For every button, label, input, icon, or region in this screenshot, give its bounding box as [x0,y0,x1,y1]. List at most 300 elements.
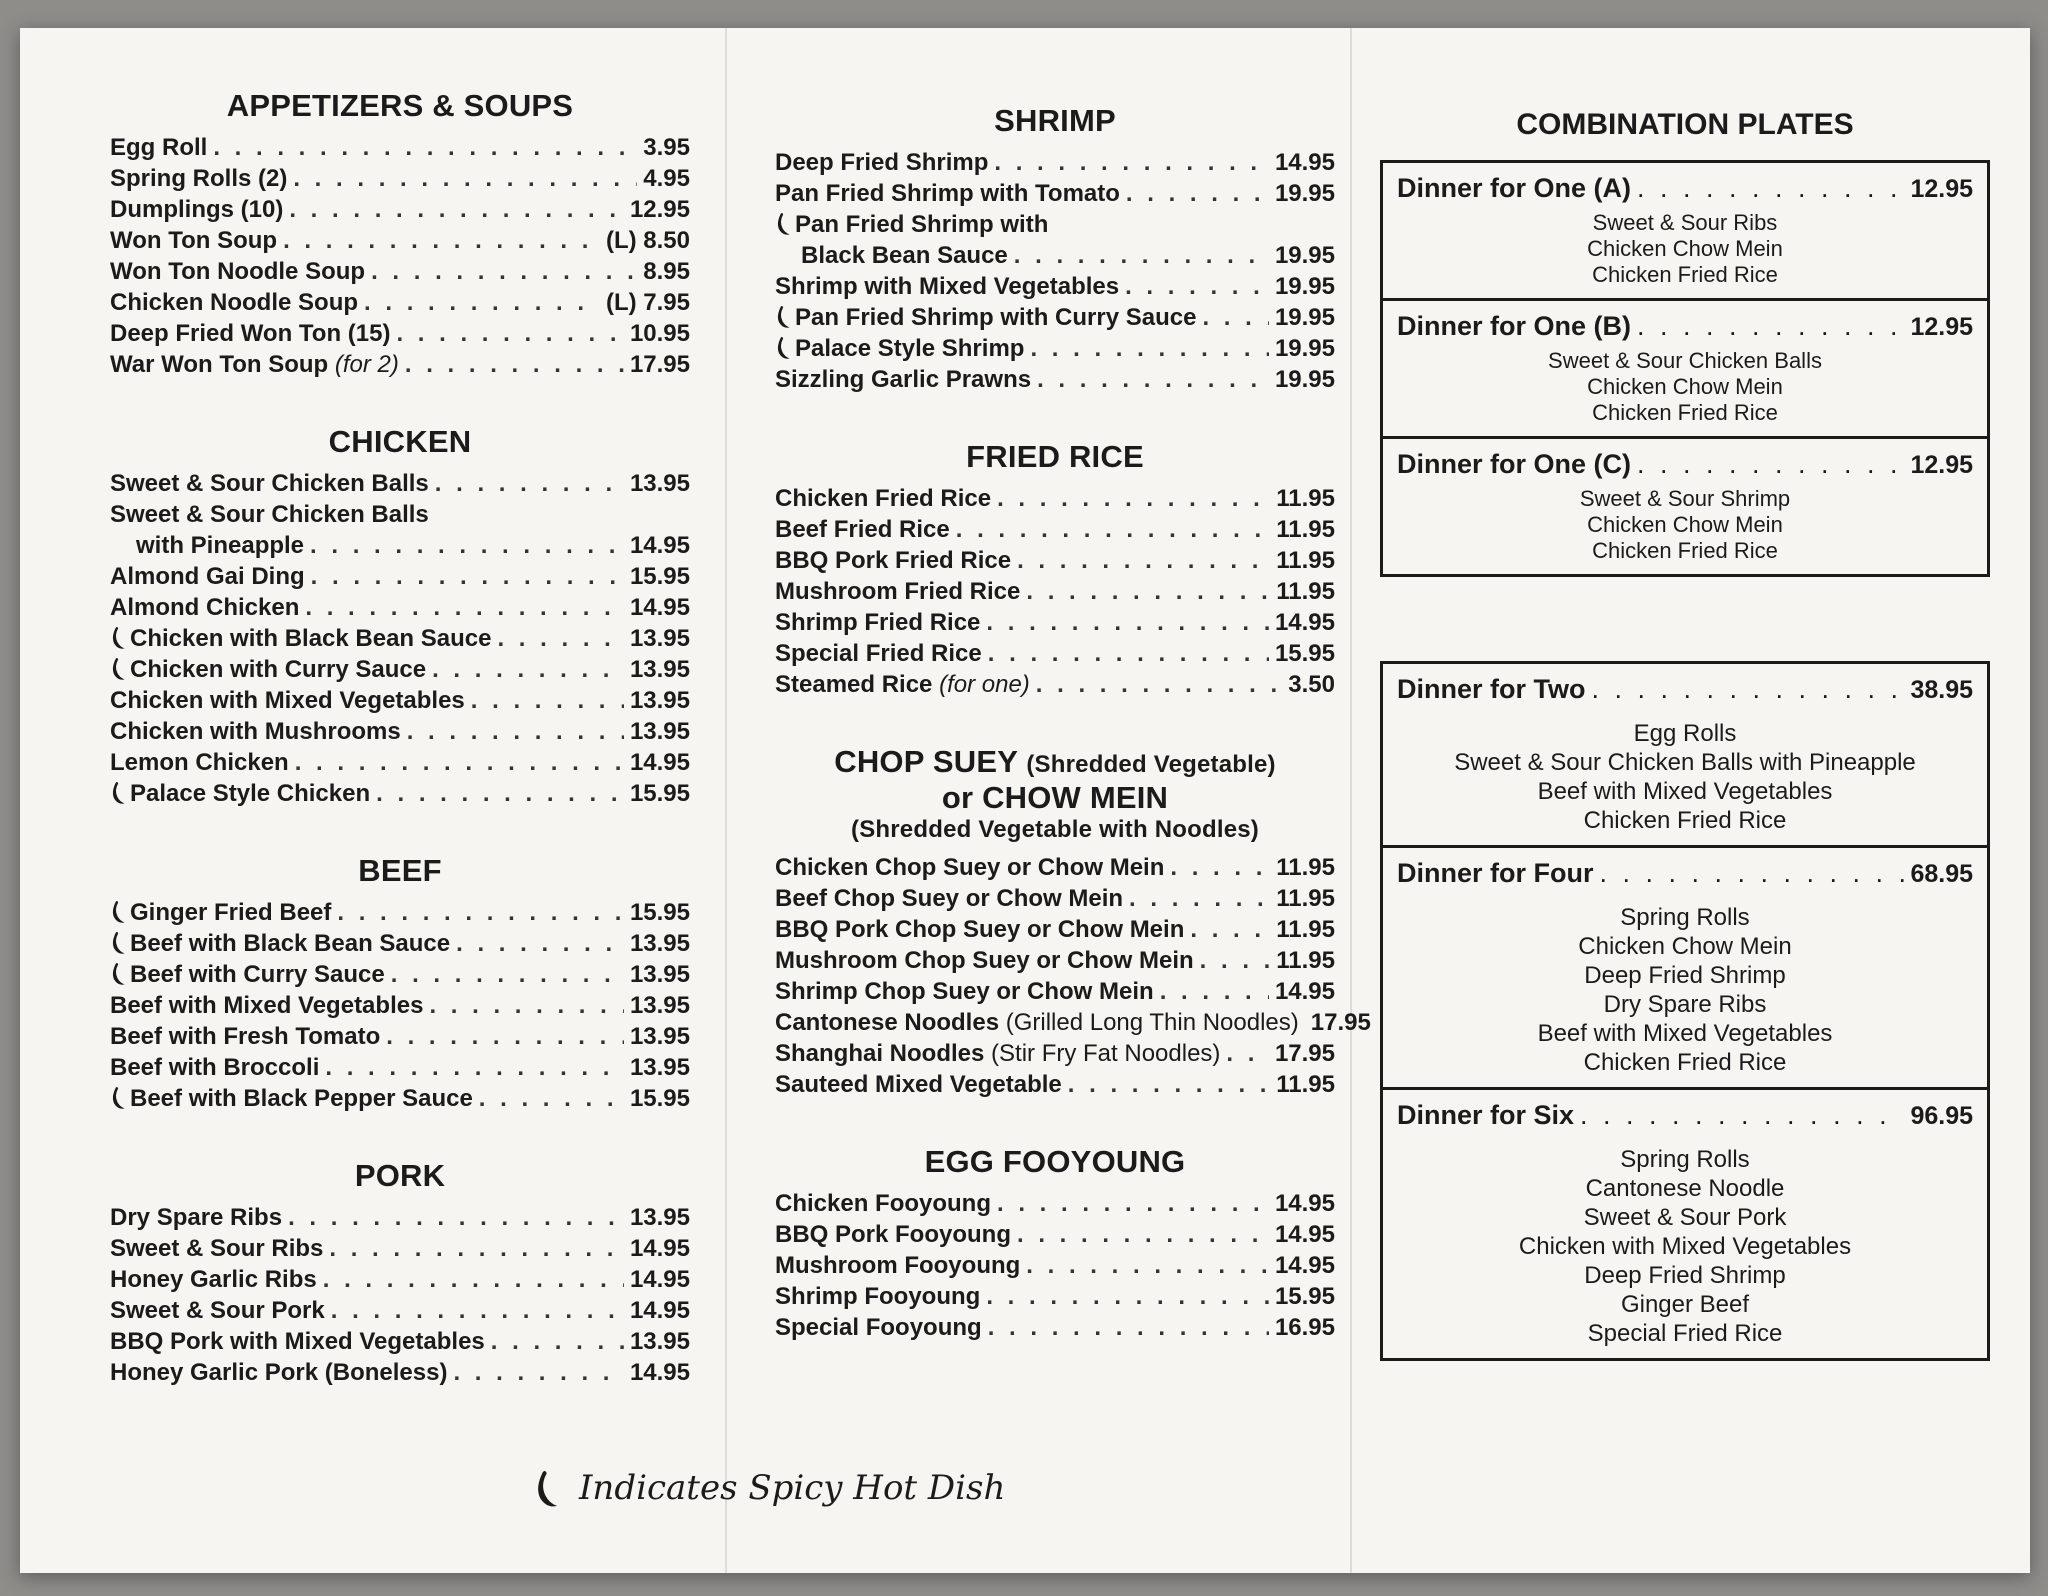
dot-leader [997,1188,1269,1219]
section-title: CHICKEN [328,424,472,459]
item-name [775,1312,982,1343]
plate-content-item: Chicken Chow Mein [1587,236,1783,261]
menu-item [110,778,690,809]
item-name [110,592,299,623]
section-appetizers [110,88,690,380]
title-main: CHOP SUEY [834,744,1018,779]
item-price: 14.95 [629,1359,690,1386]
plate-content-item: Deep Fried Shrimp [1584,1262,1786,1289]
section-pork [110,1158,690,1388]
item-name-text: Shrimp Fried Rice [775,609,981,636]
item-price: 14.95 [629,1235,690,1262]
item-name-text: Pan Fried Shrimp with Tomato [775,180,1120,207]
item-price: 13.95 [629,1054,690,1081]
item-price: 14.95 [1274,978,1335,1005]
item-name-text: Pan Fried Shrimp with [795,211,1049,238]
item-name-text: Sweet & Sour Ribs [110,1235,324,1262]
item-price: 13.95 [629,656,690,683]
item-name-text: War Won Ton Soup [110,351,329,378]
plate-content-item: Chicken Fried Rice [1583,807,1787,834]
dot-leader [386,1021,624,1052]
item-price: 15.95 [629,563,690,590]
item-name [110,654,426,685]
item-price: 13.95 [629,1204,690,1231]
menu-item [110,499,690,530]
section-shrimp [775,103,1335,395]
item-price: 14.95 [629,1266,690,1293]
item-name-text: Dry Spare Ribs [110,1204,283,1231]
dot-leader [325,1052,624,1083]
dot-leader [1637,311,1904,342]
dot-leader [213,132,637,163]
dot-leader [1190,914,1270,945]
plate-content-item: Chicken Chow Mein [1578,933,1792,960]
menu-item [775,545,1335,576]
combo-box-family [1380,661,1990,1361]
menu-item [775,945,1335,976]
item-name [110,256,365,287]
item-name-text: Mushroom Chop Suey or Chow Mein [775,947,1194,974]
menu-item [775,1038,1335,1069]
plate-header [1397,311,1973,342]
dot-leader [986,1281,1269,1312]
menu-item [775,209,1335,240]
dot-leader [329,1233,624,1264]
item-name-text: Palace Style Shrimp [795,335,1025,362]
item-list [110,1202,690,1388]
item-name-continued: Black Bean Sauce [801,242,1008,269]
section-title: EGG FOOYOUNG [924,1144,1186,1179]
item-list [110,132,690,380]
dot-leader [1129,883,1270,914]
section-title: SHRIMP [994,103,1116,138]
section-title: PORK [354,1158,446,1193]
item-name-text: Steamed Rice [775,671,933,698]
plate-content-item: Sweet & Sour Chicken Balls [1548,348,1822,373]
plate-name: Dinner for One (A) [1397,173,1631,203]
item-name-text: Chicken with Curry Sauce [130,656,427,683]
item-name-text: Beef with Broccoli [110,1054,320,1081]
item-name [110,1233,323,1264]
spicy-legend [535,1468,1005,1509]
item-name [110,1021,380,1052]
dot-leader [435,468,624,499]
plate-price: 12.95 [1910,313,1973,341]
item-name [110,623,491,654]
item-price: 14.95 [1274,1190,1335,1217]
item-price: 15.95 [1274,640,1335,667]
plate-content-item: Chicken Fried Rice [1583,1049,1787,1076]
item-price: 13.95 [629,961,690,988]
item-price: 11.95 [1276,547,1335,574]
fold-line-right [1350,28,1352,1573]
plate-name: Dinner for One (C) [1397,449,1631,479]
item-price: 10.95 [629,320,690,347]
menu-item [110,1202,690,1233]
menu-item [775,271,1335,302]
item-name [775,333,1024,364]
dot-leader [1226,1038,1269,1069]
menu-item [775,1069,1335,1100]
item-name-text: Almond Chicken [110,594,300,621]
item-list [775,852,1371,1100]
plate-header [1397,1100,1973,1131]
menu-item [110,225,690,256]
title-or: or CHOW MEIN [941,780,1169,815]
plate-price: 12.95 [1910,451,1973,479]
title-sub: (Shredded Vegetable) [1026,751,1276,778]
item-name [775,1069,1062,1100]
item-note: (for one) [939,671,1030,698]
item-name [775,976,1154,1007]
plate-content-item: Sweet & Sour Chicken Balls with Pineapple [1454,749,1916,776]
item-name-text: Cantonese Noodles [775,1009,1000,1036]
item-price: 19.95 [1274,273,1335,300]
plate-header [1397,858,1973,889]
plate-contents [1397,486,1973,564]
item-name-text: Beef Chop Suey or Chow Mein [775,885,1124,912]
plate-contents [1397,210,1973,288]
combo-plate [1383,848,1987,1090]
item-name-text: Egg Roll [110,134,208,161]
item-price: 14.95 [629,532,690,559]
item-name-text: Chicken Fooyoung [775,1190,991,1217]
menu-item [110,685,690,716]
dot-leader [371,256,637,287]
combo-plate [1383,301,1987,439]
plate-header [1397,449,1973,480]
item-name [775,607,980,638]
section-title: FRIED RICE [966,439,1144,474]
item-price: 14.95 [629,594,690,621]
dot-leader [305,592,624,623]
item-name [110,685,465,716]
plate-content-item: Dry Spare Ribs [1603,991,1767,1018]
dot-leader [1600,858,1905,889]
plate-content-item: Special Fried Rice [1587,1320,1783,1347]
menu-item [775,1281,1335,1312]
item-name [110,1202,282,1233]
menu-item [110,747,690,778]
item-name-text: Deep Fried Shrimp [775,149,989,176]
menu-item [775,240,1335,271]
menu-item [110,990,690,1021]
combo-box-singles [1380,160,1990,577]
item-name [775,669,1030,700]
item-price: 15.95 [1274,1283,1335,1310]
menu-item [110,163,690,194]
item-name-text: BBQ Pork Chop Suey or Chow Mein [775,916,1185,943]
menu-item [775,638,1335,669]
plate-content-item: Sweet & Sour Ribs [1592,210,1778,235]
item-name [775,271,1119,302]
item-name-text: Sizzling Garlic Prawns [775,366,1032,393]
plate-content-item: Spring Rolls [1620,904,1750,931]
dot-leader [988,1312,1269,1343]
menu-item [775,483,1335,514]
dot-leader [456,928,624,959]
item-name [110,897,331,928]
section-title: APPETIZERS & SOUPS [226,88,574,123]
menu-item [110,1326,690,1357]
dot-leader [453,1357,623,1388]
chili-pepper-icon [775,336,793,360]
section-chicken [110,424,690,809]
item-price: 13.95 [629,930,690,957]
dot-leader [288,1202,624,1233]
item-name [775,1219,1011,1250]
dot-leader [497,623,623,654]
item-name [775,302,1196,333]
section-beef [110,853,690,1114]
item-name [110,287,358,318]
dot-leader [364,287,600,318]
menu-item [775,178,1335,209]
menu-item [775,852,1335,883]
menu-item [775,607,1335,638]
item-name-text: Sweet & Sour Pork [110,1297,325,1324]
item-name-text: Shanghai Noodles [775,1040,985,1067]
section-chop-suey [775,744,1371,1100]
item-name [110,194,283,225]
menu-item [110,1233,690,1264]
item-price: 14.95 [629,1297,690,1324]
item-name [110,1326,485,1357]
item-name-text: BBQ Pork with Mixed Vegetables [110,1328,485,1355]
plate-content-item: Cantonese Noodle [1585,1175,1785,1202]
item-price: 13.95 [629,687,690,714]
item-price: 17.95 [1274,1040,1335,1067]
item-name [775,576,1020,607]
menu-item [110,1264,690,1295]
item-name-text: Beef with Black Pepper Sauce [130,1085,473,1112]
item-name-text: Almond Gai Ding [110,563,305,590]
item-list [110,468,690,809]
menu-item [110,530,690,561]
item-name [110,318,390,349]
menu-item [110,1357,690,1388]
item-name-text: Beef with Mixed Vegetables [110,992,424,1019]
item-name-text: Ginger Fried Beef [130,899,332,926]
item-name [110,1357,447,1388]
plate-price: 68.95 [1910,860,1973,888]
dot-leader [391,959,624,990]
item-price: 17.95 [1310,1009,1371,1036]
item-price: 15.95 [629,780,690,807]
chili-pepper-icon [110,781,128,805]
item-price: 11.95 [1276,516,1335,543]
item-price: 11.95 [1276,485,1335,512]
item-price: 14.95 [1274,609,1335,636]
item-name-text: Sweet & Sour Chicken Balls [110,501,429,528]
menu-item [775,1007,1371,1038]
combo-plate [1383,439,1987,574]
plate-content-item: Chicken Chow Mein [1587,512,1783,537]
menu-item [775,302,1335,333]
item-price: 11.95 [1276,947,1335,974]
dot-leader [407,716,624,747]
left-column [110,88,690,1432]
dot-leader [1637,449,1904,480]
dot-leader [1026,576,1270,607]
menu-item [775,976,1335,1007]
menu-item [775,514,1335,545]
item-price: 13.95 [629,625,690,652]
plate-content-item: Deep Fried Shrimp [1584,962,1786,989]
chili-pepper-icon [110,1086,128,1110]
plate-content-item: Chicken Fried Rice [1592,400,1778,425]
item-name-text: Dumplings (10) [110,196,284,223]
item-price: 13.95 [629,1328,690,1355]
dot-leader [1014,240,1269,271]
menu-item [110,561,690,592]
dot-leader [311,561,624,592]
dot-leader [376,778,624,809]
plate-name: Dinner for One (B) [1397,311,1631,341]
menu-item [110,287,690,318]
item-name-text: BBQ Pork Fried Rice [775,547,1012,574]
item-name [110,716,401,747]
menu-item [110,468,690,499]
menu-item [775,1250,1335,1281]
item-name-text: Shrimp Fooyoung [775,1283,981,1310]
item-price: 11.95 [1276,885,1335,912]
dot-leader [1202,302,1269,333]
dot-leader [295,747,624,778]
item-price: 13.95 [629,992,690,1019]
dot-leader [1036,669,1283,700]
item-price: 11.95 [1276,916,1335,943]
dot-leader [1170,852,1270,883]
chili-pepper-icon [775,305,793,329]
dot-leader [1125,271,1269,302]
item-name-text: Spring Rolls (2) [110,165,288,192]
menu-item [110,716,690,747]
plate-content-item: Sweet & Sour Shrimp [1579,486,1791,511]
item-name-text: Chicken with Mushrooms [110,718,401,745]
dot-leader [1068,1069,1270,1100]
dot-leader [479,1083,624,1114]
dot-leader [293,163,637,194]
plate-content-item: Chicken Chow Mein [1587,374,1783,399]
item-price: 17.95 [629,351,690,378]
item-name [110,1264,317,1295]
item-name [110,1052,319,1083]
dot-leader [1637,173,1904,204]
plate-price: 12.95 [1910,175,1973,203]
item-name-text: Deep Fried Won Ton (15) [110,320,391,347]
plate-contents [1397,903,1973,1077]
chili-pepper-icon [110,931,128,955]
item-name [110,349,399,380]
menu-item [110,132,690,163]
combination-title: COMBINATION PLATES [1516,108,1854,141]
item-name [775,178,1120,209]
item-note: (Stir Fry Fat Noodles) [991,1040,1221,1067]
menu-item [775,1188,1335,1219]
dot-leader [1017,1219,1269,1250]
item-list [775,147,1335,395]
item-name-text: Special Fooyoung [775,1314,982,1341]
item-price: 13.95 [629,718,690,745]
item-name [110,747,289,778]
menu-item [110,897,690,928]
item-note: (Grilled Long Thin Noodles) [1005,1009,1299,1036]
menu-item [110,194,690,225]
menu-item [110,349,690,380]
item-name-text: Special Fried Rice [775,640,982,667]
item-name [775,1281,980,1312]
item-name-text: Chicken with Mixed Vegetables [110,687,465,714]
menu-item [110,959,690,990]
dot-leader [1026,1250,1269,1281]
legend-text: Indicates Spicy Hot Dish [579,1468,1006,1508]
item-name-text: Pan Fried Shrimp with Curry Sauce [795,304,1197,331]
item-name [110,1083,473,1114]
dot-leader [1580,1100,1904,1131]
item-name-text: Sauteed Mixed Vegetable [775,1071,1062,1098]
menu-item [775,1312,1335,1343]
item-price: 16.95 [1274,1314,1335,1341]
item-name [775,883,1123,914]
item-name [775,1188,991,1219]
item-name-text: Honey Garlic Ribs [110,1266,317,1293]
dot-leader [405,349,624,380]
menu-item [775,1219,1335,1250]
menu-item [775,147,1335,178]
item-price: 4.95 [643,165,690,192]
item-name-continued: with Pineapple [136,532,305,559]
item-name [775,209,1048,240]
menu-item [110,623,690,654]
plate-content-item: Beef with Mixed Vegetables [1537,1020,1833,1047]
dot-leader [1200,945,1271,976]
dot-leader [432,654,624,685]
item-name [775,852,1164,883]
menu-item [775,914,1335,945]
menu-item [110,1295,690,1326]
item-name [775,914,1184,945]
dot-leader [988,638,1269,669]
dot-leader [997,483,1270,514]
plate-content-item: Beef with Mixed Vegetables [1537,778,1833,805]
item-name-text: Shrimp Chop Suey or Chow Mein [775,978,1154,1005]
item-name [775,945,1194,976]
section-title [775,744,1335,844]
item-price: 8.95 [643,258,690,285]
plate-name: Dinner for Four [1397,858,1594,888]
item-name-text: Chicken Noodle Soup [110,289,359,316]
item-name [110,990,423,1021]
middle-column [775,103,1371,1387]
menu-item [110,654,690,685]
item-price: 19.95 [1274,304,1335,331]
menu-item [775,669,1335,700]
dot-leader [994,147,1269,178]
item-name [110,468,429,499]
item-name-text: Honey Garlic Pork (Boneless) [110,1359,448,1386]
item-name [110,163,287,194]
plate-contents [1397,719,1973,835]
plate-content-item: Sweet & Sour Pork [1583,1204,1787,1231]
item-name-text: Shrimp with Mixed Vegetables [775,273,1120,300]
plate-name: Dinner for Six [1397,1100,1575,1130]
plate-content-item: Ginger Beef [1620,1291,1750,1318]
item-name [110,959,385,990]
right-column [1380,108,1990,1445]
chili-pepper-icon [110,626,128,650]
item-name-text: Won Ton Noodle Soup [110,258,366,285]
